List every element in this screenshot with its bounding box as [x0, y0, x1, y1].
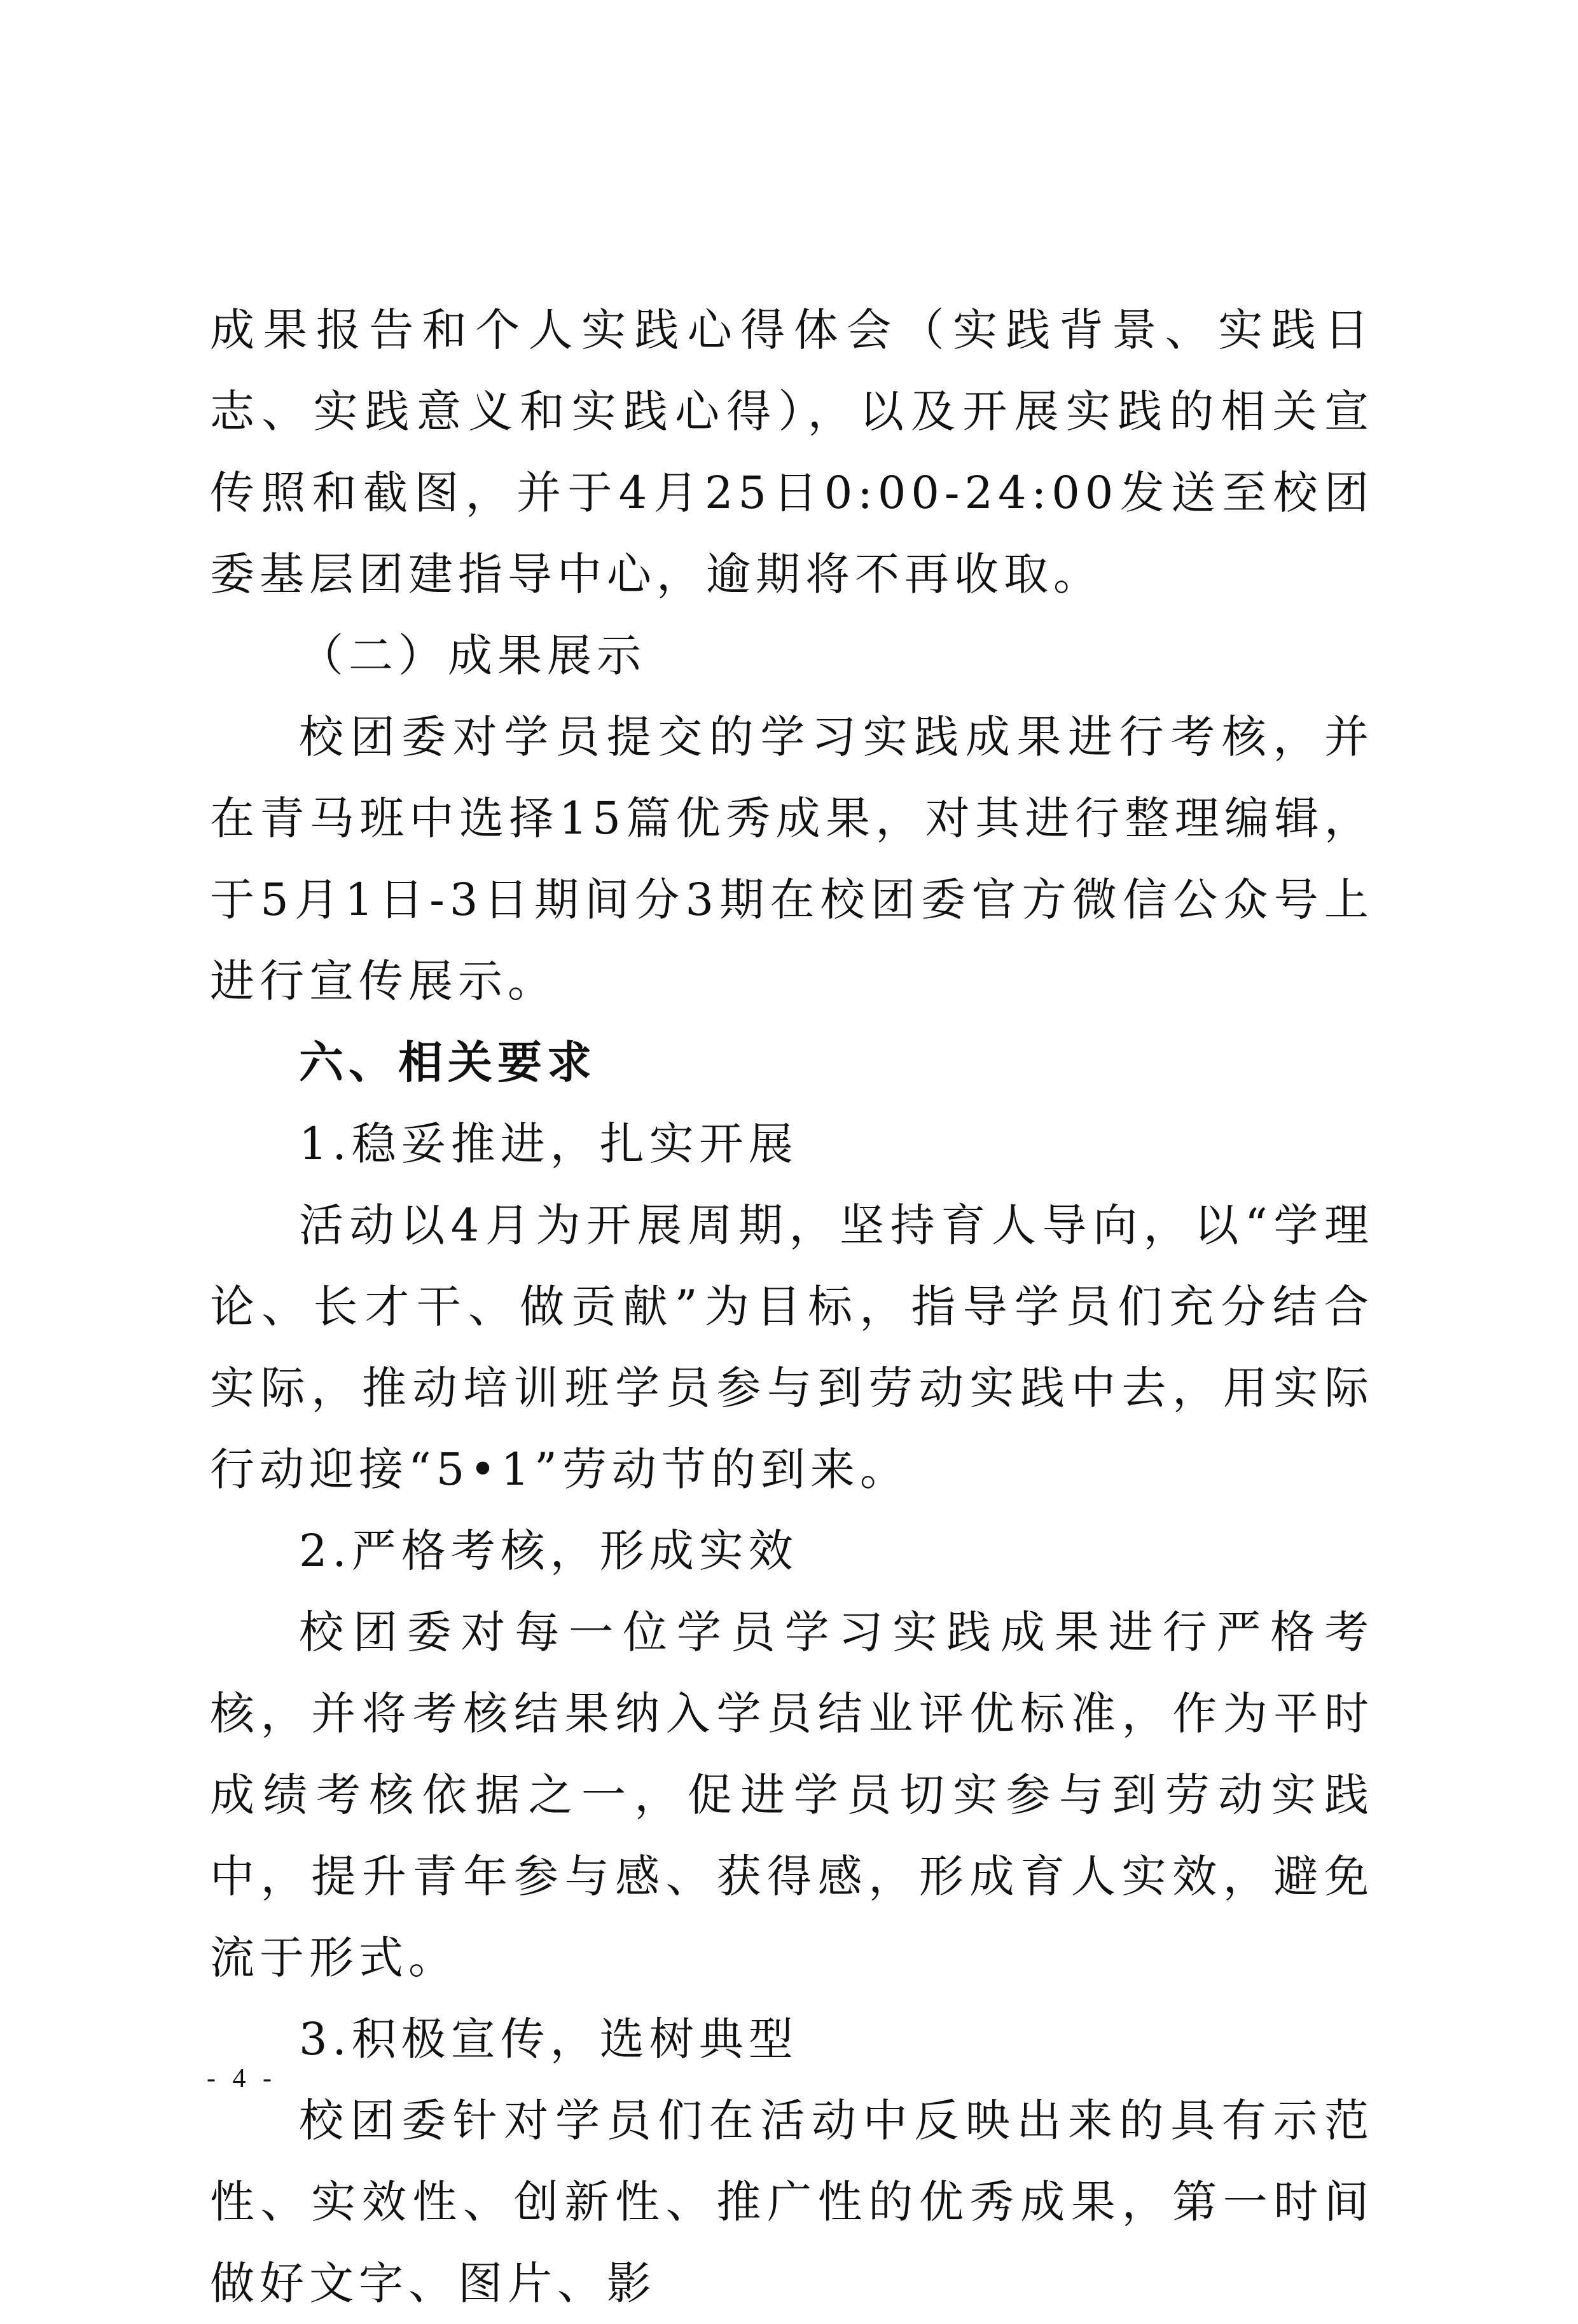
subheading-strict-assessment: 2.严格考核，形成实效	[299, 1525, 798, 1577]
paragraph-strict-assessment: 校团委对每一位学员学习实践成果进行严格考核，并将考核结果纳入学员结业评优标准，作为平时成绩考核依据之一，促进学员切实参与到劳动实践中，提升青年参与感、获得感，形成育人实效，避免流于形式。	[210, 1606, 1374, 1984]
subheading-steady-progress: 1.稳妥推进，扎实开展	[299, 1118, 798, 1170]
paragraph-results-display: 校团委对学员提交的学习实践成果进行考核，并在青马班中选择15篇优秀成果，对其进行整理编辑，于5月1日-3日期间分3期在校团委官方微信公众号上进行宣传展示。	[210, 711, 1374, 1007]
page-number: - 4 -	[207, 2064, 277, 2093]
document-body	[210, 289, 1374, 2324]
subheading-results-display: （二）成果展示	[299, 629, 646, 682]
paragraph-steady-progress: 活动以4月为开展周期，坚持育人导向，以“学理论、长才干、做贡献”为目标，指导学员们充分结合实际，推动培训班学员参与到劳动实践中去，用实际行动迎接“5•1”劳动节的到来。	[210, 1199, 1374, 1495]
paragraph-active-publicity: 校团委针对学员们在活动中反映出来的具有示范性、实效性、创新性、推广性的优秀成果，第一时间做好文字、图片、影	[210, 2094, 1374, 2309]
paragraph-submission-requirements: 成果报告和个人实践心得体会（实践背景、实践日志、实践意义和实践心得），以及开展实践的相关宣传照和截图，并于4月25日0:00-24:00发送至校团委基层团建指导中心，逾期将不再收取。	[210, 304, 1374, 600]
subheading-active-publicity: 3.积极宣传，选树典型	[299, 2013, 798, 2065]
section-heading-requirements: 六、相关要求	[299, 1036, 597, 1089]
